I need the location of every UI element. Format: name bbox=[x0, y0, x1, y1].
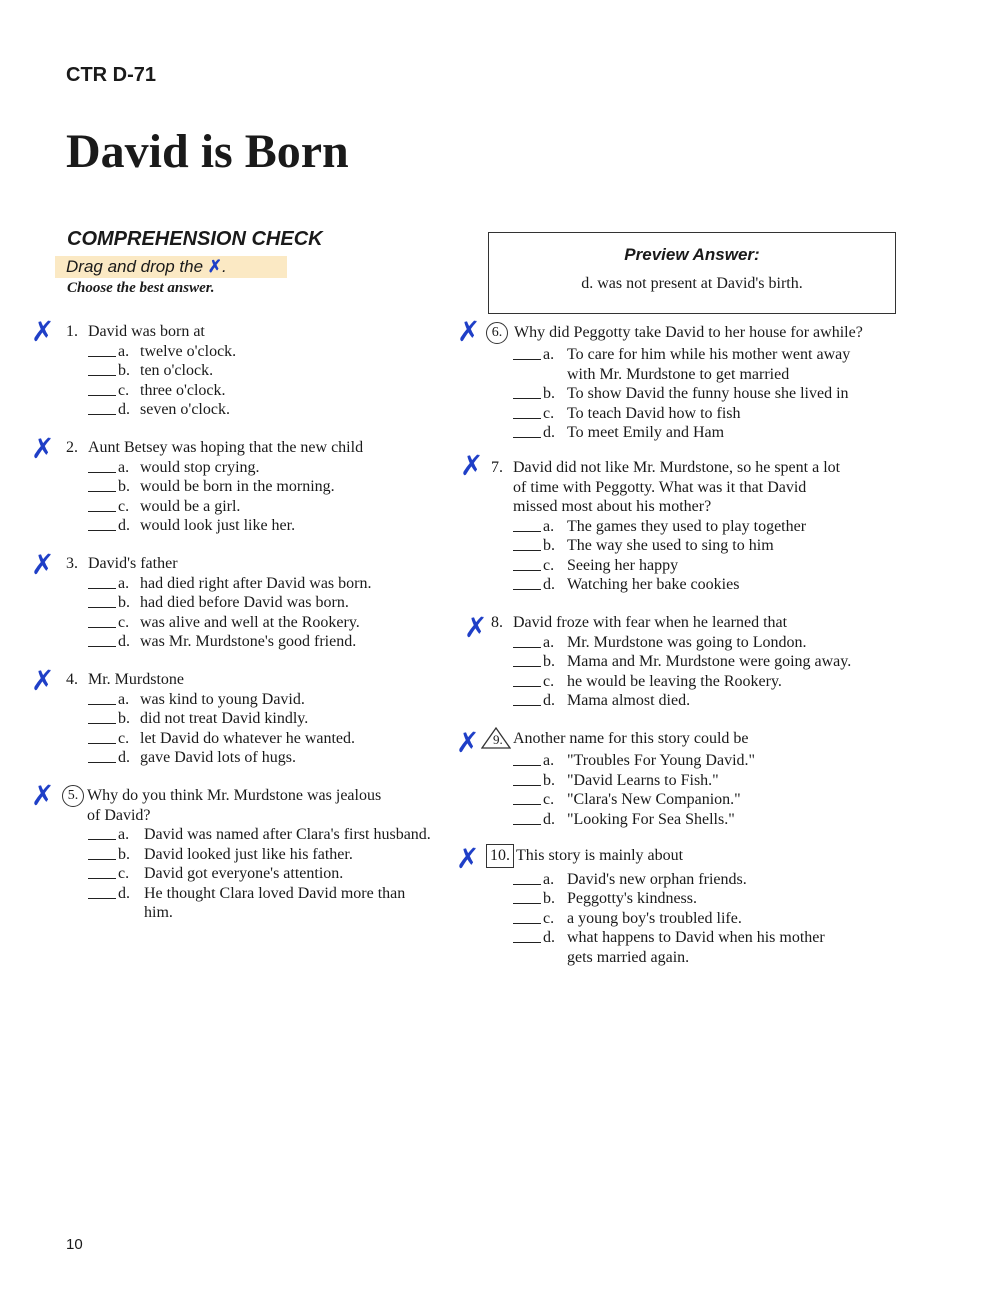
draggable-x-mark-icon[interactable]: ✗ bbox=[456, 726, 480, 759]
question-1 bbox=[66, 322, 236, 420]
option-text: he would be leaving the Rookery. bbox=[567, 672, 782, 690]
answer-option-c[interactable] bbox=[88, 381, 236, 401]
question-stem: David's father bbox=[88, 555, 178, 572]
option-text: "Troubles For Young David." bbox=[567, 752, 756, 769]
answer-option-b[interactable] bbox=[88, 361, 236, 381]
question-6 bbox=[486, 323, 863, 443]
option-letter: d. bbox=[118, 633, 130, 650]
option-letter: a. bbox=[118, 458, 130, 476]
option-text: three o'clock. bbox=[140, 381, 226, 399]
question-stem: This story is mainly about bbox=[516, 847, 684, 864]
option-letter: a. bbox=[118, 690, 130, 708]
answer-option-c[interactable] bbox=[513, 672, 851, 692]
option-text: would stop crying. bbox=[140, 458, 260, 476]
option-letter: a. bbox=[543, 633, 555, 651]
option-letter: d. bbox=[543, 692, 555, 709]
option-text: David looked just like his father. bbox=[144, 845, 353, 863]
question-number-circled: 5. bbox=[62, 785, 84, 807]
answer-blank[interactable] bbox=[513, 404, 541, 419]
stem-line: Why do you think Mr. Murdstone was jealous bbox=[87, 787, 382, 804]
draggable-x-mark-icon[interactable]: ✗ bbox=[31, 548, 55, 581]
option-letter: c. bbox=[118, 497, 130, 515]
answer-option-c[interactable] bbox=[513, 909, 825, 929]
question-stem: Why did Peggotty take David to her house for awhile? bbox=[514, 324, 863, 341]
option-text: "Clara's New Companion." bbox=[567, 791, 741, 808]
worksheet-code: CTR D-71 bbox=[66, 64, 157, 86]
option-letter: a. bbox=[543, 870, 555, 888]
question-9 bbox=[481, 729, 755, 829]
option-text: David got everyone's attention. bbox=[144, 865, 344, 882]
answer-blank[interactable] bbox=[513, 556, 541, 571]
answer-option-a[interactable] bbox=[513, 633, 851, 653]
answer-option-a[interactable] bbox=[88, 825, 431, 845]
draggable-x-mark-icon[interactable]: ✗ bbox=[31, 779, 55, 812]
option-letter: c. bbox=[118, 865, 130, 882]
answer-option-a[interactable] bbox=[513, 751, 755, 771]
option-letter: b. bbox=[118, 710, 130, 727]
option-letter: b. bbox=[543, 653, 555, 670]
option-text: Mama and Mr. Murdstone were going away. bbox=[567, 653, 852, 670]
question-4 bbox=[66, 670, 355, 768]
draggable-x-mark-icon[interactable]: ✗ bbox=[31, 432, 55, 465]
option-letter: a. bbox=[118, 342, 130, 360]
draggable-x-mark-icon[interactable]: ✗ bbox=[31, 315, 55, 348]
option-letter: d. bbox=[543, 929, 555, 946]
option-text: "David Learns to Fish." bbox=[567, 771, 719, 789]
question-number-triangle bbox=[481, 727, 511, 749]
stem-line: missed most about his mother? bbox=[513, 498, 712, 515]
option-text: twelve o'clock. bbox=[140, 342, 237, 360]
option-line: gets married again. bbox=[567, 948, 690, 966]
draggable-x-mark-icon[interactable]: ✗ bbox=[460, 449, 484, 482]
answer-option-b[interactable] bbox=[88, 593, 371, 613]
answer-option-d[interactable] bbox=[88, 748, 355, 768]
option-letter: b. bbox=[543, 537, 555, 554]
answer-option-d[interactable] bbox=[513, 810, 755, 830]
option-letter: a. bbox=[543, 517, 555, 535]
answer-blank[interactable] bbox=[513, 633, 541, 648]
option-letter: c. bbox=[543, 404, 555, 422]
answer-blank[interactable] bbox=[513, 517, 541, 532]
option-letter: c. bbox=[543, 791, 555, 808]
option-text: let David do whatever he wanted. bbox=[140, 729, 356, 747]
stem-line: of time with Peggotty. What was it that David bbox=[513, 478, 807, 496]
answer-option-b[interactable] bbox=[88, 845, 431, 865]
option-text: To show David the funny house she lived in bbox=[567, 385, 849, 402]
preview-answer: d. was not present at David's birth. bbox=[581, 275, 803, 292]
answer-option-b[interactable] bbox=[513, 889, 825, 909]
option-letter: a. bbox=[543, 752, 555, 769]
option-text: Watching her bake cookies bbox=[567, 576, 740, 593]
page-number: 10 bbox=[66, 1236, 83, 1253]
option-text: gave David lots of hugs. bbox=[140, 749, 296, 766]
option-letter: d. bbox=[118, 749, 130, 766]
question-stem: Another name for this story could be bbox=[513, 730, 749, 747]
answer-option-a[interactable] bbox=[88, 458, 363, 478]
question-number: 3. bbox=[66, 555, 78, 572]
option-text: David was named after Clara's first husband. bbox=[144, 826, 431, 843]
option-text: would look just like her. bbox=[140, 517, 296, 534]
answer-blank[interactable] bbox=[88, 400, 116, 415]
option-letter: b. bbox=[118, 845, 130, 863]
answer-blank[interactable] bbox=[513, 870, 541, 885]
answer-blank[interactable] bbox=[88, 613, 116, 628]
option-letter: a. bbox=[118, 574, 130, 592]
answer-blank[interactable] bbox=[513, 423, 541, 438]
option-letter: d. bbox=[118, 517, 130, 534]
answer-option-a[interactable] bbox=[88, 342, 236, 362]
option-text: The way she used to sing to him bbox=[567, 537, 774, 554]
drag-instruction bbox=[55, 256, 287, 278]
option-text: To teach David how to fish bbox=[567, 404, 741, 422]
draggable-x-mark-icon[interactable]: ✗ bbox=[464, 611, 488, 644]
answer-blank[interactable] bbox=[88, 516, 116, 531]
option-text: had died right after David was born. bbox=[140, 574, 372, 592]
option-text: Mama almost died. bbox=[567, 692, 691, 709]
question-stem: Aunt Betsey was hoping that the new child bbox=[88, 439, 364, 456]
answer-option-b[interactable] bbox=[513, 652, 851, 672]
answer-blank[interactable] bbox=[88, 381, 116, 396]
option-letter: b. bbox=[543, 890, 555, 907]
option-text: Peggotty's kindness. bbox=[567, 890, 697, 907]
option-text: had died before David was born. bbox=[140, 594, 349, 611]
answer-option-a[interactable] bbox=[513, 870, 825, 890]
section-heading: COMPREHENSION CHECK bbox=[67, 228, 323, 250]
answer-blank[interactable] bbox=[88, 748, 116, 763]
option-text: David's new orphan friends. bbox=[567, 870, 747, 888]
answer-blank[interactable] bbox=[88, 884, 116, 899]
question-5 bbox=[62, 786, 431, 923]
answer-blank[interactable] bbox=[513, 345, 541, 360]
answer-option-c[interactable] bbox=[88, 497, 363, 517]
draggable-x-mark-icon[interactable]: ✗ bbox=[31, 664, 55, 697]
x-mark-icon: ✗ bbox=[207, 257, 223, 276]
answer-blank[interactable] bbox=[88, 458, 116, 473]
answer-option-c[interactable] bbox=[513, 790, 755, 810]
stem-line: David did not like Mr. Murdstone, so he spent a lot bbox=[513, 459, 841, 476]
option-text: would be born in the morning. bbox=[140, 478, 335, 495]
option-letter: b. bbox=[118, 594, 130, 611]
answer-option-c[interactable] bbox=[513, 556, 840, 576]
question-2 bbox=[66, 438, 363, 536]
option-text: Seeing her happy bbox=[567, 556, 679, 574]
option-letter: d. bbox=[543, 810, 555, 828]
option-text: did not treat David kindly. bbox=[140, 710, 309, 727]
option-text bbox=[144, 884, 405, 923]
answer-option-a[interactable] bbox=[88, 574, 371, 594]
draggable-x-mark-icon[interactable]: ✗ bbox=[457, 315, 481, 348]
option-letter: c. bbox=[543, 909, 555, 927]
answer-option-c[interactable] bbox=[88, 864, 431, 884]
answer-blank[interactable] bbox=[513, 575, 541, 590]
instruction-period: . bbox=[222, 257, 227, 276]
answer-blank[interactable] bbox=[513, 384, 541, 399]
answer-option-c[interactable] bbox=[88, 729, 355, 749]
draggable-x-mark-icon[interactable]: ✗ bbox=[456, 842, 480, 875]
option-letter: d. bbox=[118, 884, 130, 902]
question-10 bbox=[486, 846, 825, 967]
answer-blank[interactable] bbox=[88, 593, 116, 608]
option-text: ten o'clock. bbox=[140, 362, 214, 379]
option-letter: d. bbox=[543, 424, 555, 441]
answer-blank[interactable] bbox=[513, 672, 541, 687]
question-number: 2. bbox=[66, 439, 78, 456]
question-stem: Mr. Murdstone bbox=[88, 671, 184, 688]
answer-option-a[interactable] bbox=[513, 517, 840, 537]
question-stem bbox=[87, 786, 381, 825]
answer-option-d[interactable] bbox=[88, 400, 236, 420]
answer-option-d[interactable] bbox=[513, 928, 825, 967]
question-stem: David was born at bbox=[88, 323, 205, 340]
answer-blank[interactable] bbox=[513, 652, 541, 667]
answer-blank[interactable] bbox=[513, 909, 541, 924]
option-line: To care for him while his mother went away bbox=[567, 346, 851, 363]
option-text: a young boy's troubled life. bbox=[567, 909, 742, 927]
answer-option-d[interactable] bbox=[513, 423, 863, 443]
option-letter: d. bbox=[118, 401, 130, 418]
option-letter: c. bbox=[118, 729, 130, 747]
option-text: To meet Emily and Ham bbox=[567, 424, 725, 441]
answer-blank[interactable] bbox=[88, 845, 116, 860]
option-letter: c. bbox=[543, 556, 555, 574]
answer-option-d[interactable] bbox=[88, 516, 363, 536]
option-text: seven o'clock. bbox=[140, 401, 230, 418]
question-number: 4. bbox=[66, 671, 78, 688]
option-letter: c. bbox=[118, 381, 130, 399]
answer-option-d[interactable] bbox=[88, 884, 431, 923]
option-letter: a. bbox=[543, 346, 555, 363]
option-line: him. bbox=[144, 904, 173, 921]
question-stem bbox=[513, 458, 840, 517]
answer-blank[interactable] bbox=[513, 751, 541, 766]
answer-option-b[interactable] bbox=[88, 709, 355, 729]
option-letter: b. bbox=[118, 362, 130, 379]
instruction-text: Drag and drop the bbox=[66, 257, 204, 276]
choose-instruction: Choose the best answer. bbox=[67, 280, 215, 296]
answer-blank[interactable] bbox=[513, 889, 541, 904]
option-text: The games they used to play together bbox=[567, 517, 807, 535]
option-line: with Mr. Murdstone to get married bbox=[567, 365, 790, 383]
option-letter: b. bbox=[543, 385, 555, 402]
option-line: He thought Clara loved David more than bbox=[144, 884, 406, 902]
answer-blank[interactable] bbox=[513, 810, 541, 825]
answer-option-a[interactable] bbox=[513, 345, 863, 384]
answer-blank[interactable] bbox=[513, 536, 541, 551]
answer-blank[interactable] bbox=[513, 771, 541, 786]
question-number-boxed: 10. bbox=[486, 844, 514, 868]
answer-blank[interactable] bbox=[88, 477, 116, 492]
question-stem: David froze with fear when he learned that bbox=[513, 614, 788, 631]
option-letter: c. bbox=[118, 613, 130, 631]
answer-blank[interactable] bbox=[88, 361, 116, 376]
answer-blank[interactable] bbox=[88, 729, 116, 744]
answer-blank[interactable] bbox=[513, 928, 541, 943]
answer-option-d[interactable] bbox=[88, 632, 371, 652]
answer-blank[interactable] bbox=[513, 691, 541, 706]
preview-heading: Preview Answer: bbox=[624, 245, 760, 264]
option-letter: a. bbox=[118, 826, 130, 843]
answer-blank[interactable] bbox=[88, 342, 116, 357]
answer-option-d[interactable] bbox=[513, 691, 851, 711]
option-text: was kind to young David. bbox=[140, 690, 305, 708]
answer-blank[interactable] bbox=[88, 864, 116, 879]
question-number: 7. bbox=[491, 459, 503, 476]
stem-line: of David? bbox=[87, 806, 151, 824]
option-letter: b. bbox=[118, 478, 130, 495]
answer-option-b[interactable] bbox=[513, 771, 755, 791]
option-text: Mr. Murdstone was going to London. bbox=[567, 633, 807, 651]
answer-blank[interactable] bbox=[88, 497, 116, 512]
answer-option-b[interactable] bbox=[513, 384, 863, 404]
question-3 bbox=[66, 554, 371, 652]
question-number: 9. bbox=[493, 732, 503, 747]
page-title: David is Born bbox=[66, 125, 349, 178]
option-text bbox=[567, 928, 825, 967]
answer-option-c[interactable] bbox=[88, 613, 371, 633]
answer-option-d[interactable] bbox=[513, 575, 840, 595]
answer-blank[interactable] bbox=[88, 825, 116, 840]
option-letter: b. bbox=[543, 771, 555, 789]
question-number-circled: 6. bbox=[486, 322, 508, 344]
option-text: was Mr. Murdstone's good friend. bbox=[140, 633, 357, 650]
option-letter: d. bbox=[543, 576, 555, 593]
answer-option-a[interactable] bbox=[88, 690, 355, 710]
answer-blank[interactable] bbox=[88, 690, 116, 705]
option-letter: c. bbox=[543, 672, 555, 690]
option-line: what happens to David when his mother bbox=[567, 929, 825, 946]
answer-option-c[interactable] bbox=[513, 404, 863, 424]
answer-blank[interactable] bbox=[88, 632, 116, 647]
answer-blank[interactable] bbox=[513, 790, 541, 805]
question-8 bbox=[491, 613, 851, 711]
option-text: would be a girl. bbox=[140, 497, 241, 515]
question-7 bbox=[491, 458, 840, 595]
option-text bbox=[567, 345, 850, 384]
option-text: "Looking For Sea Shells." bbox=[567, 810, 735, 828]
question-number: 8. bbox=[491, 614, 503, 631]
answer-blank[interactable] bbox=[88, 574, 116, 589]
answer-option-b[interactable] bbox=[513, 536, 840, 556]
question-number: 1. bbox=[66, 323, 78, 340]
answer-blank[interactable] bbox=[88, 709, 116, 724]
answer-option-b[interactable] bbox=[88, 477, 363, 497]
option-text: was alive and well at the Rookery. bbox=[140, 613, 360, 631]
preview-answer-box bbox=[488, 232, 896, 314]
